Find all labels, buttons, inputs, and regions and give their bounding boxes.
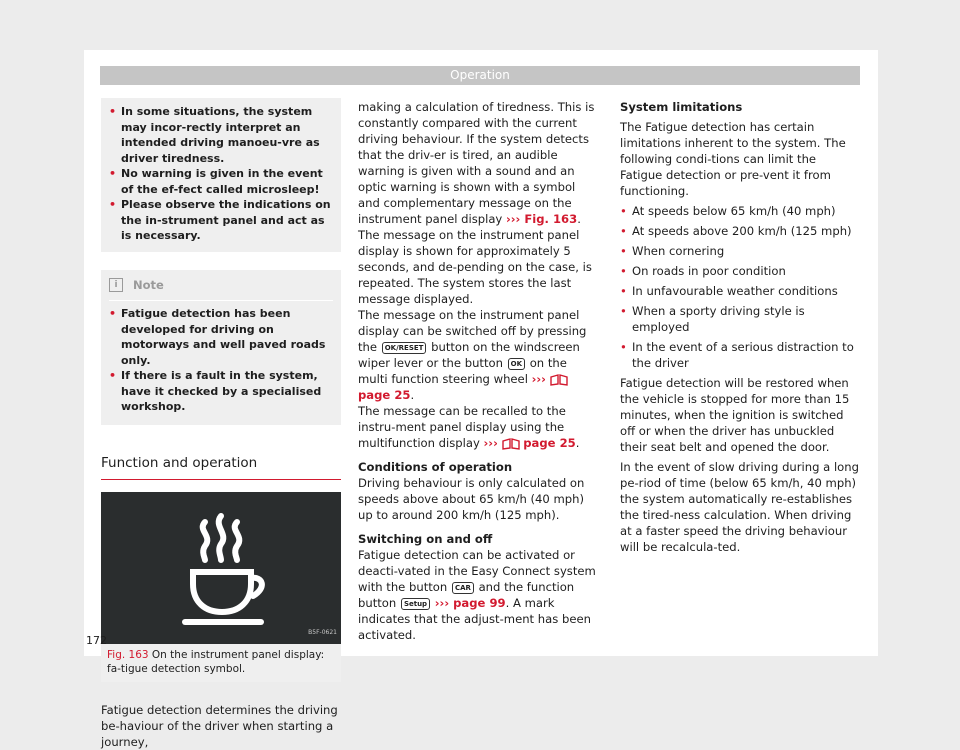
paragraph-text: The message can be recalled to the instru-ment panel display using the multifunction display — [358, 404, 566, 450]
list-item: • At speeds below 65 km/h (40 mph) — [620, 203, 860, 219]
warning-item: • Please observe the indications on the in-strument panel and act as is necessary. — [109, 197, 333, 244]
note-box — [101, 270, 341, 425]
paragraph-text: . A mark indicates that the adjust-ment has been activated. — [358, 596, 591, 642]
list-item: • On roads in poor condition — [620, 263, 860, 279]
paragraph: The Fatigue detection has certain limitations inherent to the system. The following condi-tions can limit the Fatigue detection or pre-vent it from functioning. — [620, 120, 846, 198]
column-right — [620, 99, 860, 555]
subheading: System limitations — [620, 100, 743, 114]
paragraph — [358, 547, 600, 643]
warning-box — [101, 98, 341, 252]
warning-item: • No warning is given in the event of the ef-fect called microsleep! — [109, 166, 333, 197]
figure-caption — [101, 644, 341, 682]
paragraph: Driving behaviour is only calculated on speeds above about 65 km/h (40 mph) up to around 200 km/h (125 mph). — [358, 476, 585, 522]
book-icon — [502, 438, 520, 450]
punctuation: . — [575, 436, 580, 450]
figure-image — [101, 492, 341, 644]
page-header: Operation — [100, 66, 860, 85]
figure-code: B5F-0621 — [308, 628, 337, 636]
section-title: Function and operation — [101, 455, 341, 480]
subheading: Switching on and off — [358, 532, 493, 546]
paragraph — [358, 403, 600, 451]
column-left — [101, 98, 341, 750]
paragraph-text: making a calculation of tiredness. This is constantly compared with the current driving behaviour. If the system detects that the driv-er is tired, an audible warning is given with a sound and an optic warning is shown with a symbol and complementary message on the instrument panel display — [358, 100, 595, 226]
note-title: Note — [133, 277, 164, 292]
arrow-marker: ››› — [531, 372, 546, 386]
note-item: • If there is a fault in the system, have it checked by a specialised workshop. — [109, 368, 333, 415]
arrow-marker: ››› — [483, 436, 498, 450]
subheading: Conditions of operation — [358, 460, 513, 474]
car-key-icon: CAR — [452, 582, 474, 594]
page-link[interactable]: ››› page 99 — [434, 596, 506, 610]
paragraph-text: The message on the instrument panel display can be switched off by pressing the — [358, 308, 587, 354]
page-number: 172 — [86, 634, 107, 647]
paragraph-text: . The message on the instrument panel display is shown for approximately 5 seconds, and de-pending on the case, is repeated. The system stores the last message displayed. — [358, 212, 592, 306]
note-item: • Fatigue detection has been developed for driving on motorways and well paved roads only. — [109, 306, 333, 368]
paragraph: Fatigue detection will be restored when the vehicle is stopped for more than 15 minutes, when the ignition is switched off or when the driver has unbuckled their seat belt and opened the door. — [620, 376, 850, 454]
intro-paragraph: Fatigue detection determines the driving be-haviour of the driver when starting a journey, — [101, 702, 338, 749]
setup-key-icon: Setup — [401, 598, 430, 610]
warning-item: • In some situations, the system may incor-rectly interpret an intended driving manoeu-vre as driver tiredness. — [109, 104, 333, 166]
paragraph: In the event of slow driving during a long pe-riod of time (below 65 km/h, 40 mph) the system automatically re-establishes the tired-ness calculation. When driving at a faster speed the driving behaviour will be recalcula-ted. — [620, 460, 859, 554]
column-middle — [358, 99, 600, 643]
ok-reset-key-icon: OK/RESET — [382, 342, 427, 354]
punctuation: . — [410, 388, 415, 402]
figure-link[interactable]: ››› Fig. 163 — [505, 212, 578, 226]
ok-key-icon: OK — [508, 358, 525, 370]
paragraph-text: Fatigue detection can be activated or deacti-vated in the Easy Connect system with the button — [358, 548, 596, 594]
limitations-list — [620, 203, 860, 371]
page-link[interactable]: page 25 — [358, 388, 411, 402]
figure-caption-text: On the instrument panel display: fa-tigue detection symbol. — [107, 648, 325, 675]
list-item: • In the event of a serious distraction to the driver — [620, 339, 860, 371]
list-item: • When cornering — [620, 243, 860, 259]
paragraph-text: on the multi function steering wheel — [358, 356, 567, 386]
info-icon: i — [109, 278, 123, 292]
paragraph-text: button on the windscreen wiper lever or the button — [358, 340, 580, 370]
paragraph-text: and the function button — [358, 580, 575, 610]
paragraph — [358, 99, 600, 307]
book-icon — [550, 374, 568, 386]
paragraph — [358, 307, 600, 403]
coffee-cup-icon — [101, 492, 341, 644]
figure-number: Fig. 163 — [107, 648, 149, 661]
page-link[interactable]: page 25 — [523, 436, 576, 450]
list-item: • At speeds above 200 km/h (125 mph) — [620, 223, 860, 239]
note-heading — [109, 278, 333, 302]
list-item: • When a sporty driving style is employed — [620, 303, 860, 335]
list-item: • In unfavourable weather conditions — [620, 283, 860, 299]
